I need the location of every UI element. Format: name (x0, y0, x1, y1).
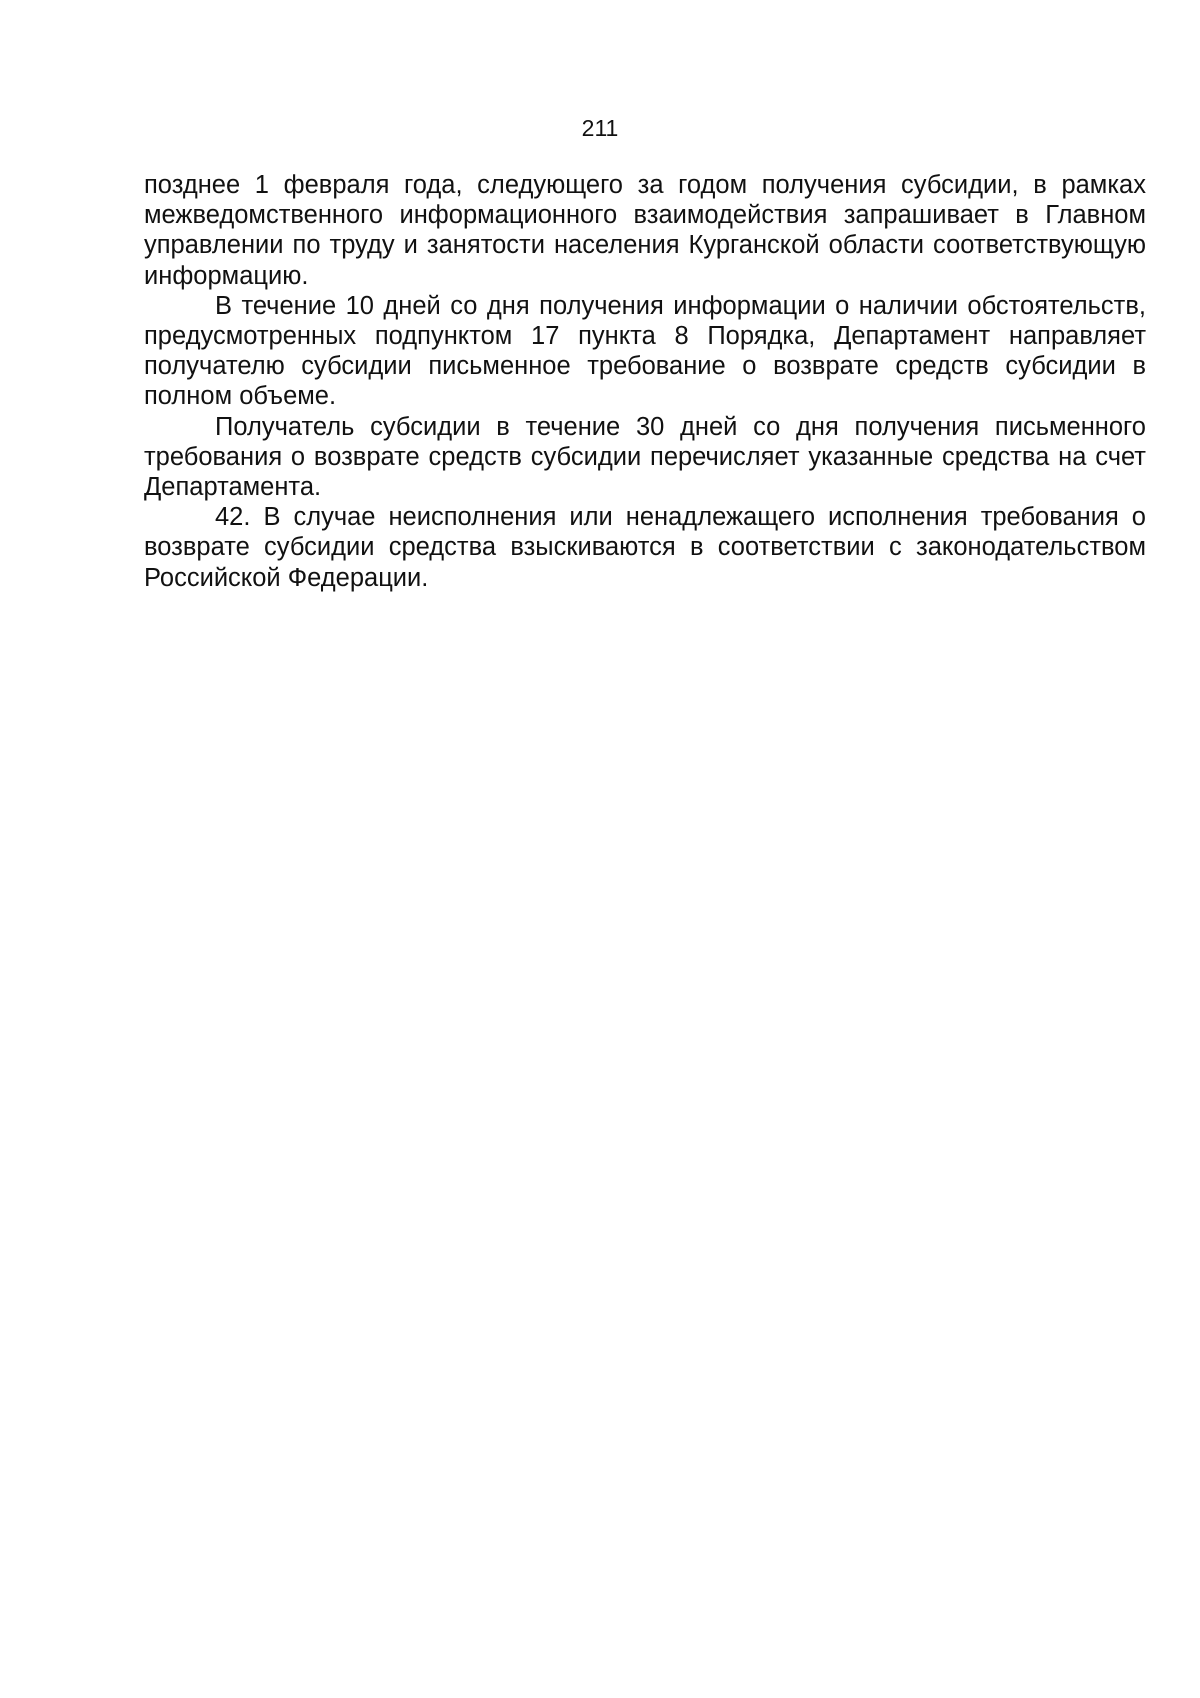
paragraph-item-42: 42. В случае неисполнения или ненадлежащего исполнения требования о возврате субсидии средства взыскиваются в соответствии с законодательством Российской Федерации. (144, 503, 1146, 592)
paragraph-notice-deadline: В течение 10 дней со дня получения информации о наличии обстоятельств, предусмотренных подпунктом 17 пункта 8 Порядка, Департамент направляет получателю субсидии письменное требование о возврате средств субсидии в полном объеме. (144, 291, 1146, 411)
page-number: 211 (581, 115, 619, 141)
document-body (144, 170, 1146, 593)
paragraph-refund-transfer: Получатель субсидии в течение 30 дней со дня получения письменного требования о возврате средств субсидии перечисляет указанные средства на счет Департамента. (144, 412, 1146, 502)
paragraph-continuation: позднее 1 февраля года, следующего за годом получения субсидии, в рамках межведомственного информационного взаимодействия запрашивает в Главном управлении по труду и занятости населения Курганской области соответствующую информацию. (144, 171, 1146, 290)
